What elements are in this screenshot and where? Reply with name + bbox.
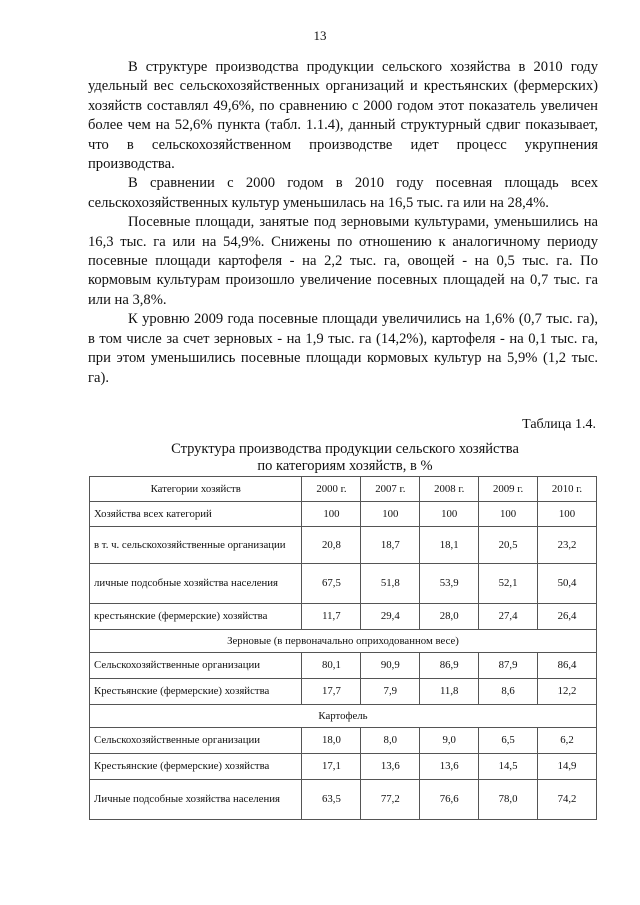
cell: 78,0 bbox=[479, 780, 538, 820]
table-header-row bbox=[90, 477, 597, 502]
cell: 13,6 bbox=[420, 754, 479, 780]
table-row bbox=[90, 728, 597, 754]
table-row bbox=[90, 527, 597, 564]
cell: 18,1 bbox=[420, 527, 479, 564]
paragraph: К уровню 2009 года посевные площади увеличились на 1,6% (0,7 тыс. га), в том числе за счет зерновых - на 1,9 тыс. га (14,2%), картофеля - на 0,1 тыс. га, при этом уменьшились посевные площади кормовых культур на 5,9% (1,2 тыс. га). bbox=[88, 311, 598, 386]
row-label: в т. ч. сельскохозяйственные организации bbox=[90, 527, 302, 564]
page-number: 13 bbox=[313, 28, 327, 43]
cell: 7,9 bbox=[361, 679, 420, 705]
cell: 17,1 bbox=[302, 754, 361, 780]
row-label: Сельскохозяйственные организации bbox=[90, 728, 302, 754]
cell: 80,1 bbox=[302, 653, 361, 679]
cell: 76,6 bbox=[420, 780, 479, 820]
cell: 6,5 bbox=[479, 728, 538, 754]
table-section-row bbox=[90, 705, 597, 728]
cell: 27,4 bbox=[479, 604, 538, 630]
cell: 100 bbox=[538, 502, 597, 527]
cell: 53,9 bbox=[420, 564, 479, 604]
row-label: Крестьянские (фермерские) хозяйства bbox=[90, 754, 302, 780]
cell: 20,8 bbox=[302, 527, 361, 564]
cell: 100 bbox=[479, 502, 538, 527]
table-title-line: по категориям хозяйств, в % bbox=[257, 458, 433, 474]
row-label: Крестьянские (фермерские) хозяйства bbox=[90, 679, 302, 705]
cell: 26,4 bbox=[538, 604, 597, 630]
cell: 8,0 bbox=[361, 728, 420, 754]
cell: 28,0 bbox=[420, 604, 479, 630]
header-cell: 2000 г. bbox=[302, 477, 361, 502]
cell: 11,8 bbox=[420, 679, 479, 705]
header-cell: 2007 г. bbox=[361, 477, 420, 502]
cell: 77,2 bbox=[361, 780, 420, 820]
table-row bbox=[90, 780, 597, 820]
table-section-row bbox=[90, 630, 597, 653]
cell: 63,5 bbox=[302, 780, 361, 820]
cell: 86,4 bbox=[538, 653, 597, 679]
table-caption: Таблица 1.4. bbox=[522, 417, 596, 432]
row-label: Личные подсобные хозяйства населения bbox=[90, 780, 302, 820]
cell: 8,6 bbox=[479, 679, 538, 705]
cell: 11,7 bbox=[302, 604, 361, 630]
cell: 23,2 bbox=[538, 527, 597, 564]
table-title bbox=[90, 441, 600, 475]
paragraph: В сравнении с 2000 годом в 2010 году посевная площадь всех сельскохозяйственных культур уменьшилась на 16,5 тыс. га или на 28,4%. bbox=[88, 175, 598, 211]
cell: 50,4 bbox=[538, 564, 597, 604]
cell: 18,0 bbox=[302, 728, 361, 754]
row-label: личные подсобные хозяйства населения bbox=[90, 564, 302, 604]
paragraph: Посевные площади, занятые под зерновыми культурами, уменьшились на 16,3 тыс. га или на 54,9%. Снижены по отношению к аналогичному периоду посевные площади картофеля - на 2,2 тыс. га, овощей - на 0,5 тыс. га. По кормовым культурам произошло увеличение посевных площадей на 0,7 тыс. га или на 3,8%. bbox=[88, 214, 598, 308]
table-row bbox=[90, 604, 597, 630]
cell: 100 bbox=[420, 502, 479, 527]
cell: 29,4 bbox=[361, 604, 420, 630]
table-row bbox=[90, 653, 597, 679]
table-row bbox=[90, 502, 597, 527]
header-cell: 2010 г. bbox=[538, 477, 597, 502]
cell: 20,5 bbox=[479, 527, 538, 564]
cell: 100 bbox=[302, 502, 361, 527]
cell: 74,2 bbox=[538, 780, 597, 820]
cell: 87,9 bbox=[479, 653, 538, 679]
cell: 12,2 bbox=[538, 679, 597, 705]
table-row bbox=[90, 754, 597, 780]
cell: 90,9 bbox=[361, 653, 420, 679]
paragraph: В структуре производства продукции сельского хозяйства в 2010 году удельный вес сельскохозяйственных организаций и крестьянских (фермерских) хозяйств составлял 49,6%, по сравнению с 2000 годом этот показатель увеличен более чем на 52,6% пункта (табл. 1.1.4), данный структурный сдвиг показывает, что в сельскохозяйственном производстве идет процесс укрупнения производства. bbox=[88, 59, 598, 173]
table-row bbox=[90, 564, 597, 604]
body-text bbox=[88, 58, 598, 388]
header-cell: 2008 г. bbox=[420, 477, 479, 502]
section-label: Зерновые (в первоначально оприходованном весе) bbox=[90, 630, 597, 653]
header-cell: 2009 г. bbox=[479, 477, 538, 502]
row-label: крестьянские (фермерские) хозяйства bbox=[90, 604, 302, 630]
cell: 100 bbox=[361, 502, 420, 527]
cell: 14,9 bbox=[538, 754, 597, 780]
header-cell: Категории хозяйств bbox=[90, 477, 302, 502]
cell: 13,6 bbox=[361, 754, 420, 780]
cell: 18,7 bbox=[361, 527, 420, 564]
table-title-line: Структура производства продукции сельского хозяйства bbox=[171, 441, 519, 457]
cell: 9,0 bbox=[420, 728, 479, 754]
row-label: Хозяйства всех категорий bbox=[90, 502, 302, 527]
cell: 51,8 bbox=[361, 564, 420, 604]
cell: 17,7 bbox=[302, 679, 361, 705]
cell: 67,5 bbox=[302, 564, 361, 604]
cell: 52,1 bbox=[479, 564, 538, 604]
row-label: Сельскохозяйственные организации bbox=[90, 653, 302, 679]
cell: 86,9 bbox=[420, 653, 479, 679]
cell: 6,2 bbox=[538, 728, 597, 754]
data-table bbox=[89, 476, 597, 820]
section-label: Картофель bbox=[90, 705, 597, 728]
cell: 14,5 bbox=[479, 754, 538, 780]
table-row bbox=[90, 679, 597, 705]
